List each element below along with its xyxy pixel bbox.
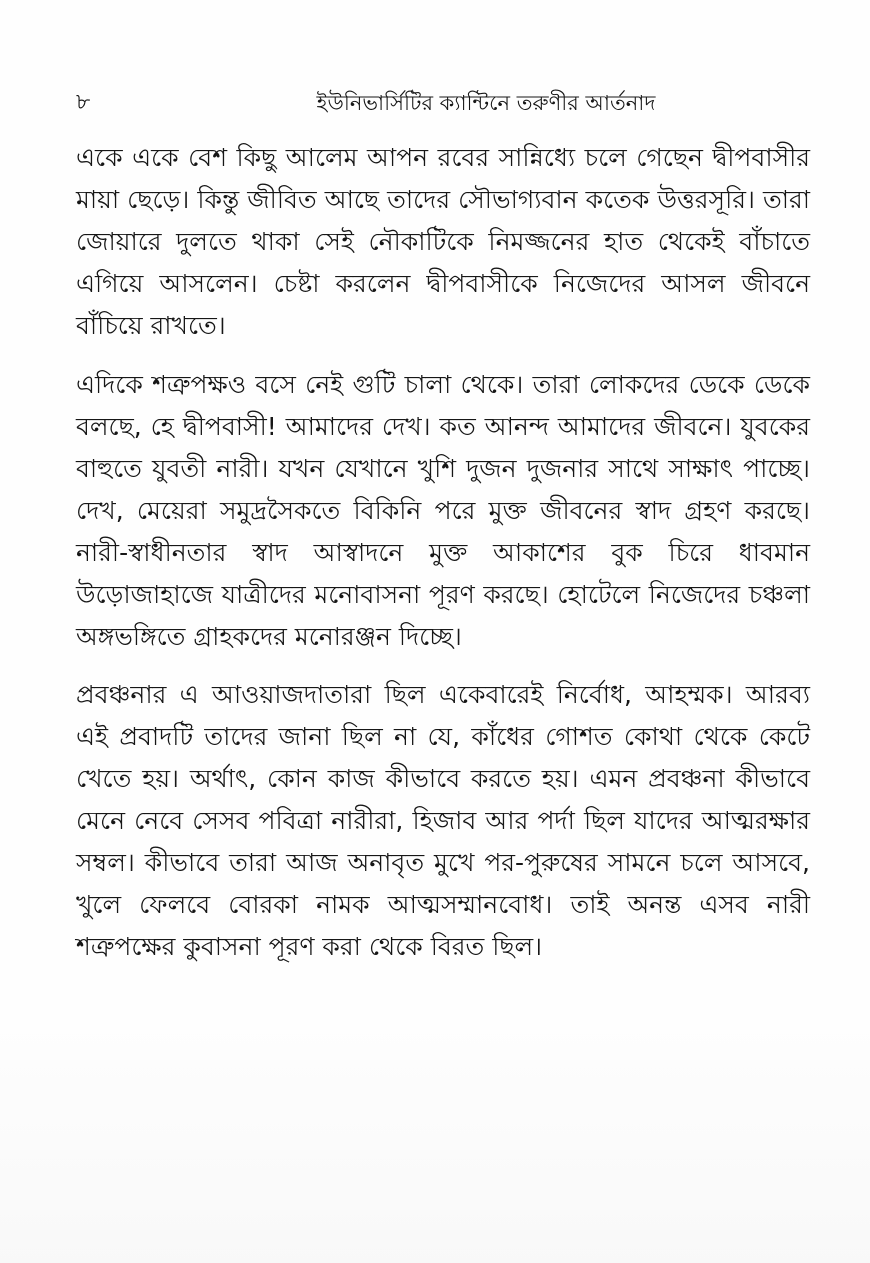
paragraph-2: এদিকে শত্রুপক্ষও বসে নেই গুটি চালা থেকে। তারা লোকদের ডেকে ডেকে বলছে, হে দ্বীপবাসী! আমাদের দেখ। কত আনন্দ আমাদের জীবনে। যুবকের বাহুতে যুবতী নারী। যখন যেখানে খুশি দুজন দুজনার সাথে সাক্ষাৎ পাচ্ছে। দেখ, মেয়েরা সমুদ্রসৈকতে বিকিনি পরে মুক্ত জীবনের স্বাদ গ্রহণ করছে। নারী-স্বাধীনতার স্বাদ আস্বাদনে মুক্ত আকাশের বুক চিরে ধাবমান উড়োজাহাজে যাত্রীদের মনোবাসনা পূরণ করছে। হোটেলে নিজেদের চঞ্চলা অঙ্গভঙ্গিতে গ্রাহকদের মনোরঞ্জন দিচ্ছে। xyxy=(76,370,810,651)
running-title: ইউনিভার্সিটির ক্যান্টিনে তরুণীর আর্তনাদ xyxy=(316,91,656,115)
body-text xyxy=(76,137,810,968)
paragraph-3: প্রবঞ্চনার এ আওয়াজদাতারা ছিল একেবারেই নির্বোধ, আহম্মক। আরব্য এই প্রবাদটি তাদের জানা ছিল না যে, কাঁধের গোশত কোথা থেকে কেটে খেতে হয়। অর্থাৎ, কোন কাজ কীভাবে করতে হয়। এমন প্রবঞ্চনা কীভাবে মেনে নেবে সেসব পবিত্রা নারীরা, হিজাব আর পর্দা ছিল যাদের আত্মরক্ষার সম্বল। কীভাবে তারা আজ অনাবৃত মুখে পর-পুরুষের সামনে চলে আসবে, খুলে ফেলবে বোরকা নামক আত্মসম্মানবোধ। তাই অনন্ত এসব নারী শত্রুপক্ষের কুবাসনা পূরণ করা থেকে বিরত ছিল। xyxy=(76,680,810,961)
paragraph-1: একে একে বেশ কিছু আলেম আপন রবের সান্নিধ্যে চলে গেছেন দ্বীপবাসীর মায়া ছেড়ে। কিন্তু জীবিত আছে তাদের সৌভাগ্যবান কতেক উত্তরসূরি। তারা জোয়ারে দুলতে থাকা সেই নৌকাটিকে নিমজ্জনের হাত থেকেই বাঁচাতে এগিয়ে আসলেন। চেষ্টা করলেন দ্বীপবাসীকে নিজেদের আসল জীবনে বাঁচিয়ে রাখতে। xyxy=(76,143,810,340)
page-header xyxy=(76,86,806,120)
page-number: ৮ xyxy=(76,90,91,115)
